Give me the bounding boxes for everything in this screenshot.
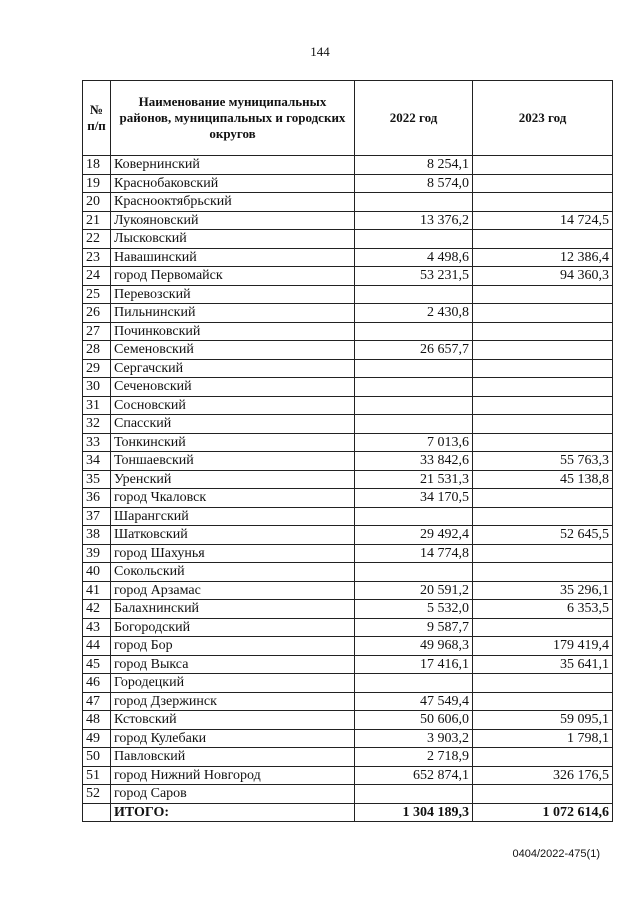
row-number: 47 <box>83 692 111 711</box>
row-value-2022: 21 531,3 <box>355 470 473 489</box>
document-code: 0404/2022-475(1) <box>512 848 600 860</box>
row-number: 24 <box>83 267 111 286</box>
row-value-2022: 5 532,0 <box>355 600 473 619</box>
row-number: 18 <box>83 156 111 175</box>
row-value-2023: 12 386,4 <box>473 248 613 267</box>
row-value-2022 <box>355 285 473 304</box>
total-row <box>83 803 613 822</box>
row-value-2022 <box>355 322 473 341</box>
row-number: 36 <box>83 489 111 508</box>
row-number: 38 <box>83 526 111 545</box>
table-body <box>83 156 613 804</box>
row-value-2022: 26 657,7 <box>355 341 473 360</box>
row-value-2022: 50 606,0 <box>355 711 473 730</box>
row-value-2022 <box>355 563 473 582</box>
row-name: город Выкса <box>111 655 355 674</box>
table-row <box>83 526 613 545</box>
row-value-2023 <box>473 489 613 508</box>
row-value-2023 <box>473 507 613 526</box>
table-row <box>83 322 613 341</box>
row-name: Сеченовский <box>111 378 355 397</box>
row-name: Шатковский <box>111 526 355 545</box>
row-name: Уренский <box>111 470 355 489</box>
row-name: город Первомайск <box>111 267 355 286</box>
header-2022: 2022 год <box>355 81 473 156</box>
row-value-2023 <box>473 748 613 767</box>
row-name: Краснооктябрьский <box>111 193 355 212</box>
page-number: 144 <box>310 44 330 59</box>
row-name: город Бор <box>111 637 355 656</box>
row-value-2022 <box>355 785 473 804</box>
row-value-2023: 179 419,4 <box>473 637 613 656</box>
row-number: 43 <box>83 618 111 637</box>
row-name: Спасский <box>111 415 355 434</box>
row-name: Семеновский <box>111 341 355 360</box>
row-value-2022 <box>355 396 473 415</box>
row-name: Пильнинский <box>111 304 355 323</box>
header-2023: 2023 год <box>473 81 613 156</box>
row-number: 25 <box>83 285 111 304</box>
row-number: 42 <box>83 600 111 619</box>
row-name: Павловский <box>111 748 355 767</box>
row-value-2023 <box>473 193 613 212</box>
table-row <box>83 341 613 360</box>
row-value-2023: 52 645,5 <box>473 526 613 545</box>
total-label: ИТОГО: <box>111 803 355 822</box>
row-value-2023 <box>473 433 613 452</box>
header-name: Наименование муниципальных районов, муниципальных и городских округов <box>111 81 355 156</box>
row-name: город Кулебаки <box>111 729 355 748</box>
table-row <box>83 304 613 323</box>
row-value-2023 <box>473 785 613 804</box>
row-name: Лысковский <box>111 230 355 249</box>
row-value-2022: 7 013,6 <box>355 433 473 452</box>
row-value-2022: 20 591,2 <box>355 581 473 600</box>
table-row <box>83 174 613 193</box>
row-name: Краснобаковский <box>111 174 355 193</box>
total-2023: 1 072 614,6 <box>473 803 613 822</box>
table-row <box>83 748 613 767</box>
row-name: Богородский <box>111 618 355 637</box>
table-row <box>83 248 613 267</box>
table-row <box>83 156 613 175</box>
row-name: город Арзамас <box>111 581 355 600</box>
row-number: 50 <box>83 748 111 767</box>
table-row <box>83 193 613 212</box>
table-row <box>83 415 613 434</box>
table-row <box>83 581 613 600</box>
row-value-2022 <box>355 507 473 526</box>
row-name: Тонкинский <box>111 433 355 452</box>
row-name: город Дзержинск <box>111 692 355 711</box>
budget-table <box>82 80 613 822</box>
row-number: 29 <box>83 359 111 378</box>
row-number: 19 <box>83 174 111 193</box>
row-number: 46 <box>83 674 111 693</box>
table-row <box>83 489 613 508</box>
row-value-2023 <box>473 230 613 249</box>
table-row <box>83 267 613 286</box>
table-row <box>83 563 613 582</box>
table-row <box>83 544 613 563</box>
row-name: Навашинский <box>111 248 355 267</box>
row-value-2022: 47 549,4 <box>355 692 473 711</box>
row-number: 37 <box>83 507 111 526</box>
row-value-2022 <box>355 378 473 397</box>
row-value-2022: 34 170,5 <box>355 489 473 508</box>
table-row <box>83 359 613 378</box>
row-name: Починковский <box>111 322 355 341</box>
table-row <box>83 211 613 230</box>
row-name: Перевозский <box>111 285 355 304</box>
table-row <box>83 452 613 471</box>
table-row <box>83 655 613 674</box>
row-number: 27 <box>83 322 111 341</box>
row-value-2022: 2 430,8 <box>355 304 473 323</box>
row-value-2022 <box>355 415 473 434</box>
table-row <box>83 378 613 397</box>
row-name: город Саров <box>111 785 355 804</box>
row-number: 51 <box>83 766 111 785</box>
row-number: 22 <box>83 230 111 249</box>
row-name: город Нижний Новгород <box>111 766 355 785</box>
row-value-2023: 14 724,5 <box>473 211 613 230</box>
table-row <box>83 692 613 711</box>
row-number: 31 <box>83 396 111 415</box>
row-number: 39 <box>83 544 111 563</box>
row-value-2023: 55 763,3 <box>473 452 613 471</box>
table-row <box>83 674 613 693</box>
table-row <box>83 785 613 804</box>
row-number: 20 <box>83 193 111 212</box>
row-value-2023 <box>473 396 613 415</box>
table-row <box>83 618 613 637</box>
row-name: Ковернинский <box>111 156 355 175</box>
row-value-2022: 9 587,7 <box>355 618 473 637</box>
table-row <box>83 433 613 452</box>
row-name: город Чкаловск <box>111 489 355 508</box>
row-name: Сокольский <box>111 563 355 582</box>
row-value-2023: 6 353,5 <box>473 600 613 619</box>
row-number: 30 <box>83 378 111 397</box>
row-value-2022 <box>355 230 473 249</box>
row-value-2023: 1 798,1 <box>473 729 613 748</box>
row-value-2023: 59 095,1 <box>473 711 613 730</box>
table-row <box>83 766 613 785</box>
row-value-2022: 13 376,2 <box>355 211 473 230</box>
row-value-2022: 8 254,1 <box>355 156 473 175</box>
row-value-2022: 29 492,4 <box>355 526 473 545</box>
row-number: 21 <box>83 211 111 230</box>
row-value-2022: 3 903,2 <box>355 729 473 748</box>
row-number: 41 <box>83 581 111 600</box>
row-number: 40 <box>83 563 111 582</box>
table-row <box>83 396 613 415</box>
row-value-2022: 2 718,9 <box>355 748 473 767</box>
row-number: 33 <box>83 433 111 452</box>
total-2022: 1 304 189,3 <box>355 803 473 822</box>
total-no <box>83 803 111 822</box>
row-value-2023 <box>473 618 613 637</box>
row-value-2023 <box>473 285 613 304</box>
row-number: 49 <box>83 729 111 748</box>
row-number: 34 <box>83 452 111 471</box>
row-value-2022: 652 874,1 <box>355 766 473 785</box>
table-header-row <box>83 81 613 156</box>
table-row <box>83 637 613 656</box>
row-value-2022: 49 968,3 <box>355 637 473 656</box>
table-row <box>83 470 613 489</box>
row-value-2023: 94 360,3 <box>473 267 613 286</box>
table-row <box>83 729 613 748</box>
row-number: 52 <box>83 785 111 804</box>
row-value-2023 <box>473 156 613 175</box>
row-number: 48 <box>83 711 111 730</box>
row-value-2023: 35 296,1 <box>473 581 613 600</box>
header-no: № п/п <box>83 81 111 156</box>
row-value-2022: 17 416,1 <box>355 655 473 674</box>
table-row <box>83 230 613 249</box>
row-value-2022 <box>355 193 473 212</box>
row-value-2023 <box>473 359 613 378</box>
row-value-2022: 14 774,8 <box>355 544 473 563</box>
row-value-2023 <box>473 322 613 341</box>
row-value-2022 <box>355 674 473 693</box>
row-value-2023 <box>473 415 613 434</box>
row-number: 44 <box>83 637 111 656</box>
row-value-2023 <box>473 544 613 563</box>
row-number: 45 <box>83 655 111 674</box>
row-value-2023: 45 138,8 <box>473 470 613 489</box>
row-value-2022: 4 498,6 <box>355 248 473 267</box>
row-number: 35 <box>83 470 111 489</box>
row-value-2022: 33 842,6 <box>355 452 473 471</box>
row-name: Лукояновский <box>111 211 355 230</box>
row-value-2023 <box>473 174 613 193</box>
row-value-2023: 35 641,1 <box>473 655 613 674</box>
row-name: Сосновский <box>111 396 355 415</box>
table-row <box>83 711 613 730</box>
row-name: Тоншаевский <box>111 452 355 471</box>
row-value-2023: 326 176,5 <box>473 766 613 785</box>
row-number: 26 <box>83 304 111 323</box>
table-row <box>83 285 613 304</box>
row-number: 32 <box>83 415 111 434</box>
row-value-2022 <box>355 359 473 378</box>
row-number: 28 <box>83 341 111 360</box>
row-value-2023 <box>473 378 613 397</box>
row-name: Шарангский <box>111 507 355 526</box>
row-name: Кстовский <box>111 711 355 730</box>
row-value-2023 <box>473 563 613 582</box>
row-name: город Шахунья <box>111 544 355 563</box>
row-name: Балахнинский <box>111 600 355 619</box>
row-value-2023 <box>473 304 613 323</box>
table-row <box>83 600 613 619</box>
row-value-2022: 8 574,0 <box>355 174 473 193</box>
row-number: 23 <box>83 248 111 267</box>
row-value-2023 <box>473 674 613 693</box>
table-row <box>83 507 613 526</box>
row-name: Городецкий <box>111 674 355 693</box>
row-value-2023 <box>473 341 613 360</box>
row-value-2022: 53 231,5 <box>355 267 473 286</box>
row-value-2023 <box>473 692 613 711</box>
row-name: Сергачский <box>111 359 355 378</box>
